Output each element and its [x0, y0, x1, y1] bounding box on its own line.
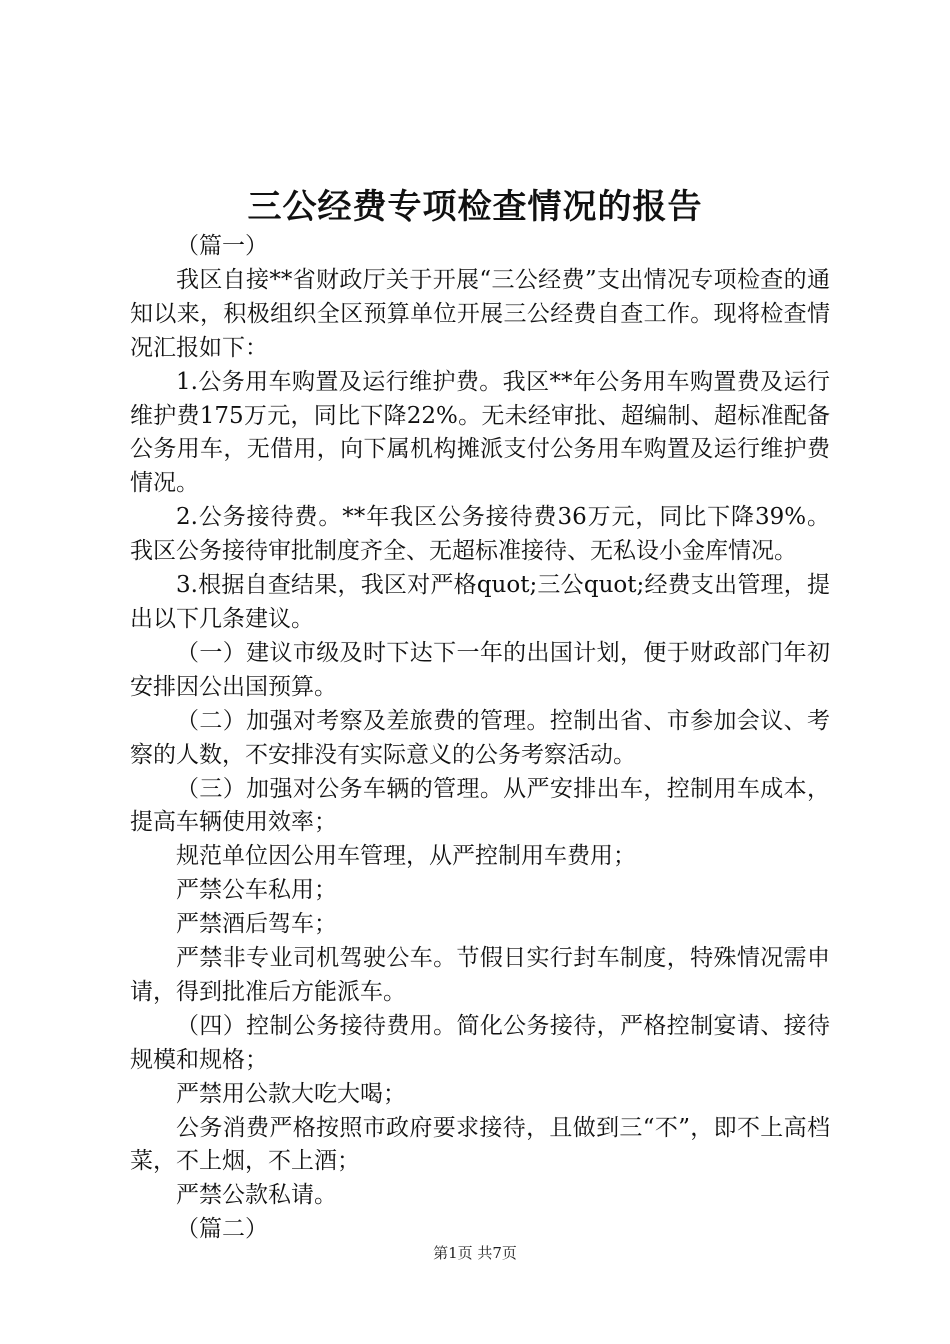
- paragraph-reception-rule-2: 公务消费严格按照市政府要求接待，且做到三“不”，即不上高档菜，不上烟，不上酒；: [130, 1114, 830, 1175]
- paragraph-item-1: 1.公务用车购置及运行维护费。我区**年公务用车购置费及运行维护费175万元，同比下降22%。无未经审批、超编制、超标准配备公务用车，无借用，向下属机构摊派支付公务用车购置及运行维护费情况。: [130, 368, 830, 497]
- paragraph-item-2: 2.公务接待费。**年我区公务接待费36万元，同比下降39%。我区公务接待审批制度齐全、无超标准接待、无私设小金库情况。: [130, 504, 830, 565]
- paragraph-vehicle-rule-2: 严禁公车私用；: [176, 877, 337, 904]
- paragraph-vehicle-rule-1: 规范单位因公用车管理，从严控制用车费用；: [176, 843, 636, 870]
- section-heading-part-one: （篇一）: [176, 233, 268, 259]
- paragraph-vehicle-rule-4: 严禁非专业司机驾驶公车。节假日实行封车制度，特殊情况需申请，得到批准后方能派车。: [130, 945, 830, 1005]
- document-body: [130, 230, 830, 1247]
- document-title: 三公经费专项检查情况的报告: [247, 187, 703, 227]
- paragraph-vehicle-rule-3: 严禁酒后驾车；: [176, 911, 337, 938]
- paragraph-intro: 我区自接**省财政厅关于开展“三公经费”支出情况专项检查的通知以来，积极组织全区预算单位开展三公经费自查工作。现将检查情况汇报如下：: [130, 266, 830, 361]
- paragraph-suggestion-4: （四）控制公务接待费用。简化公务接待，严格控制宴请、接待规模和规格；: [130, 1012, 830, 1073]
- paragraph-item-3: 3.根据自查结果，我区对严格quot;三公quot;经费支出管理，提出以下几条建议。: [130, 572, 830, 632]
- paragraph-reception-rule-3: 严禁公款私请。: [176, 1182, 337, 1209]
- paragraph-reception-rule-1: 严禁用公款大吃大喝；: [176, 1080, 406, 1107]
- section-heading-part-two: （篇二）: [176, 1216, 268, 1243]
- paragraph-suggestion-3: （三）加强对公务车辆的管理。从严安排出车，控制用车成本，提高车辆使用效率；: [130, 775, 830, 836]
- paragraph-suggestion-1: （一）建议市级及时下达下一年的出国计划，便于财政部门年初安排因公出国预算。: [130, 639, 830, 700]
- paragraph-suggestion-2: （二）加强对考察及差旅费的管理。控制出省、市参加会议、考察的人数，不安排没有实际意义的公务考察活动。: [130, 707, 830, 768]
- page-number-footer: 第1页 共7页: [433, 1244, 517, 1262]
